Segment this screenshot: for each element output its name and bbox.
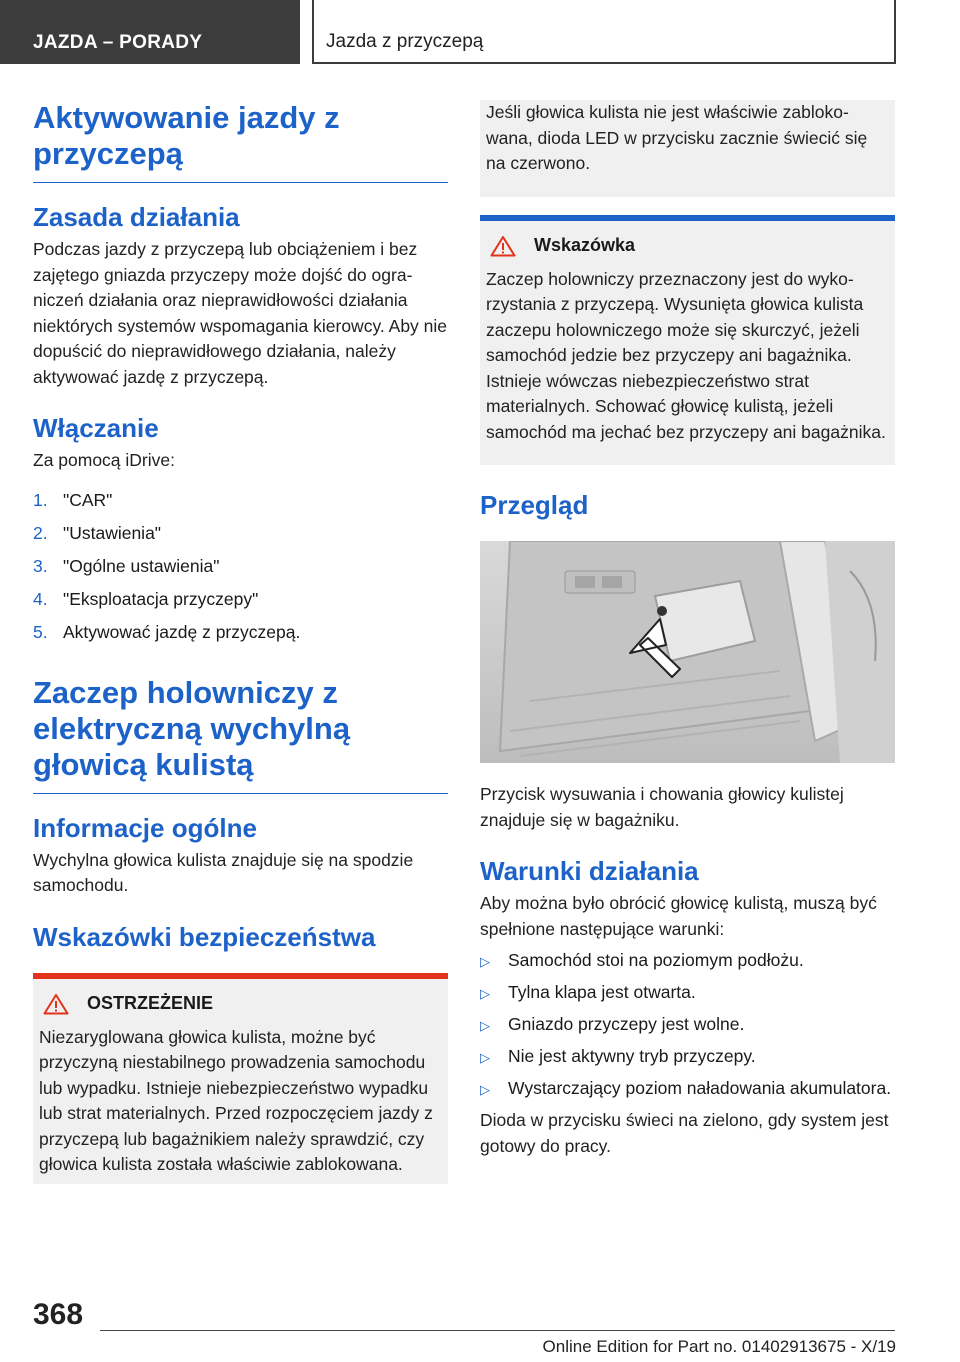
condition-text: Samochód stoi na poziomym podłożu.: [508, 950, 804, 970]
switch-on-intro: Za pomocą iDrive:: [33, 450, 175, 470]
right-column: [480, 100, 895, 1159]
list-item: [480, 948, 895, 975]
warning-triangle-icon: [43, 993, 69, 1015]
warning-title: OSTRZEŻENIE: [87, 993, 214, 1013]
warning-text: Niezaryglowana głowica kulista, możne być przyczyną niestabilnego prowadzenia samochodu lub wypadku. Istnieje niebezpieczeństwo wypadku lub strat materialnych. Przed rozpoczęciem jazdy z przyczepą lub bagażnikiem należy sprawdzić, czy głowica kulista została właściwie zablokowana.: [39, 1026, 433, 1174]
step-number: 1.: [33, 489, 48, 510]
note-text: Zaczep holowniczy przeznaczony jest do wykorzystania z przyczepą. Wysunięta głowica kulista zaczepu holowniczego może się skurczyć, jeżeli samochód jedzie bez przyczepy ani bagażnika. Istnieje wówczas niebezpieczeństwo strat materialnych. Schować głowicę kulistą, jeżeli samochód ma jechać bez przyczepy ani bagażnika.: [486, 268, 886, 442]
step-number: 2.: [33, 522, 48, 543]
heading-activation: Aktywowanie jazdy z przyczepą: [33, 100, 448, 183]
step-text: "Ogólne ustawienia": [63, 555, 220, 576]
conditions-list: [480, 948, 895, 1103]
steps-list: [33, 484, 448, 649]
heading-principle: Zasada działania: [33, 202, 240, 232]
heading-conditions: Warunki działania: [480, 856, 699, 886]
list-item: [480, 1044, 895, 1071]
warning-box: [33, 973, 448, 1184]
heading-general: Informacje ogólne: [33, 812, 257, 843]
list-item: [33, 583, 448, 616]
page-header: [0, 0, 960, 66]
principle-text: Podczas jazdy z przyczepą lub obciążeniem i bez zajętego gniazda przyczepy może dojść do ograniczeń działania oraz nieprawidłowości działania niektórych systemów wspomagania kierowcy. Aby nie dopuścić do nieprawidłowego działania, należy aktywować jazdę z przyczepą.: [33, 239, 448, 387]
triangle-bullet-icon: ▷: [480, 954, 490, 969]
list-item: [480, 1076, 895, 1103]
note-bar: [480, 215, 895, 221]
footer-edition: Online Edition for Part no. 01402913675 - X/19: [542, 1337, 896, 1356]
list-item: [33, 517, 448, 550]
note-title: Wskazówka: [534, 235, 636, 255]
step-number: 4.: [33, 588, 48, 609]
list-item: [33, 616, 448, 649]
triangle-bullet-icon: ▷: [480, 1018, 490, 1033]
condition-text: Nie jest aktywny tryb przyczepy.: [508, 1046, 756, 1066]
step-text: "CAR": [63, 489, 113, 510]
section-tab: JAZDA – PORADY: [0, 0, 300, 64]
warning-triangle-icon: [490, 235, 516, 257]
page-number: 368: [33, 1298, 84, 1331]
warning-bar: [33, 973, 448, 979]
triangle-bullet-icon: ▷: [480, 1082, 490, 1097]
step-text: "Eksploatacja przyczepy": [63, 588, 259, 609]
step-number: 3.: [33, 555, 48, 576]
step-text: Aktywować jazdę z przyczepą.: [63, 621, 301, 642]
general-text: Wychylna głowica kulista znajduje się na spodzie samochodu.: [33, 849, 414, 895]
warning-box-continued: [480, 100, 895, 197]
condition-text: Wystarczający poziom naładowania akumulatora.: [508, 1078, 892, 1098]
left-column: [33, 100, 448, 1184]
conditions-intro: Aby można było obrócić głowicę kulistą, muszą być spełnione następujące warunki:: [480, 893, 877, 939]
photo-caption: Przycisk wysuwania i chowania głowicy kulistej znajduje się w bagażniku.: [480, 784, 844, 830]
warning-continued-text: Jeśli głowica kulista nie jest właściwie zablokowana, dioda LED w przycisku zacznie świecić się na czerwono.: [486, 102, 868, 173]
triangle-bullet-icon: ▷: [480, 986, 490, 1001]
list-item: [480, 1012, 895, 1039]
list-item: [480, 980, 895, 1007]
triangle-bullet-icon: ▷: [480, 1050, 490, 1065]
chapter-tab: Jazda z przyczepą: [312, 0, 896, 64]
note-box: [480, 215, 895, 466]
heading-overview: Przegląd: [480, 490, 589, 520]
heading-safety: Wskazówki bezpieczeństwa: [33, 921, 376, 952]
list-item: [33, 484, 448, 517]
note-title-row: [490, 235, 889, 257]
heading-switch-on: Włączanie: [33, 413, 159, 443]
condition-text: Gniazdo przyczepy jest wolne.: [508, 1014, 745, 1034]
conditions-outro: Dioda w przycisku świeci na zielono, gdy system jest gotowy do pracy.: [480, 1110, 889, 1156]
footer-divider: [100, 1330, 895, 1331]
condition-text: Tylna klapa jest otwarta.: [508, 982, 696, 1002]
heading-towbar: Zaczep holowniczy z elektryczną wychylną głowicą kulistą: [33, 675, 448, 794]
trunk-button-photo: [480, 541, 895, 763]
step-number: 5.: [33, 621, 48, 642]
step-text: "Ustawienia": [63, 522, 162, 543]
list-item: [33, 550, 448, 583]
warning-title-row: [43, 993, 442, 1015]
